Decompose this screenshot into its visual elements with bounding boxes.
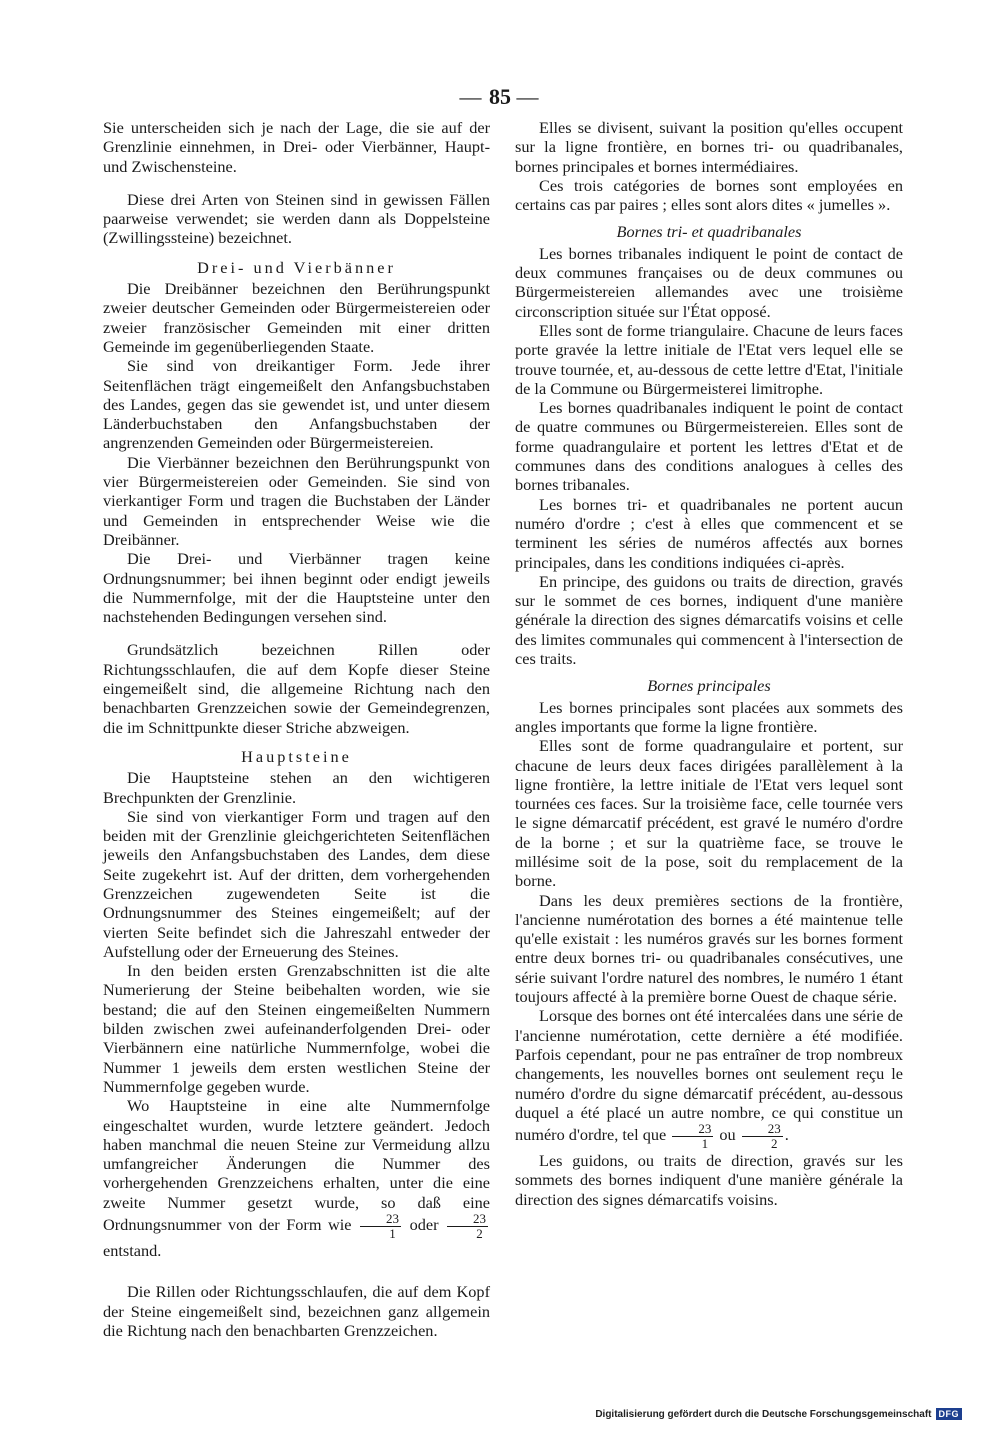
digitization-credit [595,1408,962,1420]
de-paragraph-3: Die Dreibänner bezeichnen den Berührungspunkt zweier deutscher Gemeinden oder Bürgermeistereien oder zweier französischer Gemeinden mit einer dritten Gemeinde im gegenüberliegenden Staate. [103,279,490,356]
de-paragraph-12: Die Rillen oder Richtungsschlaufen, die auf dem Kopf der Steine eingemeißelt sind, bezeichnen ganz allgemein die Richtung nach den benachbarten Grenzzeichen. [103,1282,490,1340]
de-paragraph-11 [103,1096,490,1260]
fr-paragraph-11-end: . [784,1125,789,1145]
fraction-numerator: 23 [360,1212,401,1227]
de-fraction-23-1 [360,1212,401,1241]
fraction-denominator: 2 [476,1226,483,1242]
german-column [103,118,490,1340]
fr-paragraph-6: Les bornes tri- et quadribanales ne portent aucun numéro d'ordre ; c'est à elles que commencent et se terminent les séries de numéros affectés aux bornes principales, dans les conditions indiquées ci-après. [515,494,903,572]
fraction-numerator: 23 [447,1212,488,1227]
de-paragraph-1: Sie unterscheiden sich je nach der Lage, die sie auf der Grenzlinie einnehmen, in Drei- oder Vierbänner, Haupt- und Zwischensteine. [103,118,490,176]
credit-text: Digitalisierung gefördert durch die Deutsche Forschungsgemeinschaft [595,1408,932,1420]
de-paragraph-5: Die Vierbänner bezeichnen den Berührungspunkt von vier Bürgermeistereien oder Gemeinden. Sie sind von vierkantiger Form und tragen die Buchstaben der Länder und Gemeinden in entsprechender Weise wie die Dreibänner. [103,452,490,549]
fraction-denominator: 1 [389,1226,396,1242]
fraction-denominator: 2 [771,1136,778,1152]
de-fraction-23-2 [447,1212,488,1241]
fr-paragraph-11 [515,1006,903,1151]
fr-heading-tri-quadribanales: Bornes tri- et quadribanales [616,222,802,242]
fraction-denominator: 1 [701,1136,709,1152]
fraction-numerator: 23 [742,1122,783,1137]
page-number: 85 [489,84,511,109]
de-paragraph-7: Grundsätzlich bezeichnen Rillen oder Richtungsschlaufen, die auf dem Kopfe dieser Steine eingemeißelt sind, die allgemeine Richtung nach den benachbarten Grenzzeichen sowie der Gemeindegrenzen, die im Schnittpunkte dieser Striche abzweigen. [103,640,490,737]
fr-paragraph-3: Les bornes tribanales indiquent le point de contact de deux communes françaises ou de deux communes ou Bürgermeistereien allemandes avec une troisième circonscription située sur l'État opposé. [515,243,903,321]
fr-fraction-23-1 [672,1122,713,1151]
fr-paragraph-9: Elles sont de forme quadrangulaire et portent, sur chacune de leurs deux faces dirigées parallèlement à la ligne frontière, la lettre initiale de l'Etat vers lequel sont tournées ces faces. Sur la troisième face, celle tournée vers le signe démarcatif précédent, est gravé le numéro d'ordre de la borne ; et sur la quatrième face, se trouve le millésime soit de la pose, soit du remplacement de la borne. [515,736,903,891]
fr-paragraph-7: En principe, des guidons ou traits de direction, gravés sur le sommet de ces bornes, indiquent d'une manière générale la direction des signes démarcatifs voisins et celle des limites communales qui commencent à l'intersection de ces traits. [515,571,903,669]
fr-paragraph-2: Ces trois catégories de bornes sont employées en certains cas par paires ; elles sont alors dites « jumelles ». [515,175,903,215]
de-paragraph-8: Die Hauptsteine stehen an den wichtigeren Brechpunkten der Grenzlinie. [103,768,490,807]
de-paragraph-4: Sie sind von dreikantiger Form. Jede ihrer Seitenflächen trägt eingemeißelt den Anfangsbuchstaben des Landes, gegen das sie gewendet ist, und unter diesem Länderbuchstaben den Anfangsbuchstaben der angrenzenden Gemeinden oder Bürgermeistereien. [103,356,490,453]
fr-paragraph-11-mid: ou [719,1125,736,1145]
de-paragraph-11-end: entstand. [103,1241,162,1261]
page-header [0,84,1000,110]
fr-paragraph-10: Dans les deux premières sections de la frontière, l'ancienne numérotation des bornes a été maintenue telle qu'elle existait : les numéros gravés sur les bornes forment entre deux bornes tri- ou quadribanales consécutives, une série suivant l'ordre naturel des nombres, le numéro 1 étant toujours affecté à la première borne Ouest de chaque série. [515,890,903,1007]
de-paragraph-10: In den beiden ersten Grenzabschnitten ist die alte Numerierung der Steine beibehalten worden, wie sie bestand; die auf den Steinen eingemeißelten Nummern bilden zwischen zwei aufeinanderfolgenden Drei- oder Vierbännern eine natürliche Nummernfolge, wobei die Nummer 1 jeweils dem ersten westlichen Steine der Nummernfolge gegeben wurde. [103,961,490,1096]
de-paragraph-9: Sie sind von vierkantiger Form und tragen auf den beiden mit der Grenzlinie gleichgerichteten Seitenflächen jeweils den Anfangsbuchstaben des Landes, dem diese Seite zugekehrt ist. Auf der dritten, dem vorhergehenden Grenzzeichen zugewendeten Seite ist die Ordnungsnummer des Steines eingemeißelt; auf der vierten Seite befindet sich die Jahreszahl entweder der Aufstellung oder der Erneuerung des Steines. [103,806,490,961]
de-paragraph-2: Diese drei Arten von Steinen sind in gewissen Fällen paarweise verwendet; sie werden dann als Doppelsteine (Zwillingssteine) bezeichnet. [103,189,490,248]
fr-paragraph-1: Elles se divisent, suivant la position qu'elles occupent sur la ligne frontière, en bornes tri- ou quadribanales, bornes principales et bornes intermédiaires. [515,118,903,176]
header-dash-right: — [516,84,541,109]
fr-paragraph-4: Elles sont de forme triangulaire. Chacune de leurs faces porte gravée la lettre initiale de l'Etat vers lequel elle se trouve tournée, et, au-dessous de cette lettre d'Etat, l'initiale de la Commune ou Bürgermeisterei limitrophe. [515,320,903,398]
de-heading-drei-vierbaenner: Drei- und Vierbänner [197,257,396,277]
fr-paragraph-12: Les guidons, ou traits de direction, gravés sur les sommets des bornes indiquent d'une manière générale la direction des signes démarcatifs voisins. [515,1151,903,1209]
fr-fraction-23-2 [742,1122,783,1151]
de-paragraph-6: Die Drei- und Vierbänner tragen keine Ordnungsnummer; bei ihnen beginnt oder endigt jeweils die Nummernfolge, mit der die Hauptsteine unter den nachstehenden Bedingungen versehen sind. [103,549,490,627]
fr-paragraph-5: Les bornes quadribanales indiquent le point de contact de quatre communes ou Bürgermeistereien. Elles sont de forme quadrangulaire et portent les lettres d'Etat et de communes dans des conditions analogues à celles des bornes tribanales. [515,398,903,495]
fr-heading-bornes-principales: Bornes principales [647,676,771,696]
de-paragraph-11-mid: oder [409,1215,439,1235]
header-dash-left: — [459,84,484,109]
de-heading-hauptsteine: Hauptsteine [241,746,352,766]
fr-paragraph-11-text: Lorsque des bornes ont été intercalées dans une série de l'ancienne numérotation, cette dernière a été modifiée. Parfois cependant, pour ne pas entraîner de trop nombreux changements, les nouvelles bornes ont seulement reçu le numéro d'ordre du signe démarcatif précédent, au-dessous duquel a été placé un autre nombre, ce qui constitue un numéro d'ordre, tel que [515,1006,903,1145]
french-column [515,118,903,1209]
dfg-logo: DFG [936,1408,963,1420]
de-paragraph-11-text: Wo Hauptsteine in eine alte Nummernfolge eingeschaltet wurden, wurde letztere geändert. Jedoch haben manchmal die neuen Steine zur Vermeidung allzu umfangreicher Änderungen die Nummer des vorhergehenden Grenzzeichens erhalten, unter die eine zweite Nummer gesetzt wurde, so daß eine Ordnungsnummer [103,1096,490,1235]
fr-paragraph-8: Les bornes principales sont placées aux sommets des angles importants que forme la ligne frontière. [515,697,903,736]
fraction-numerator: 23 [672,1122,713,1137]
de-paragraph-11-tail: von der Form wie [228,1215,352,1235]
